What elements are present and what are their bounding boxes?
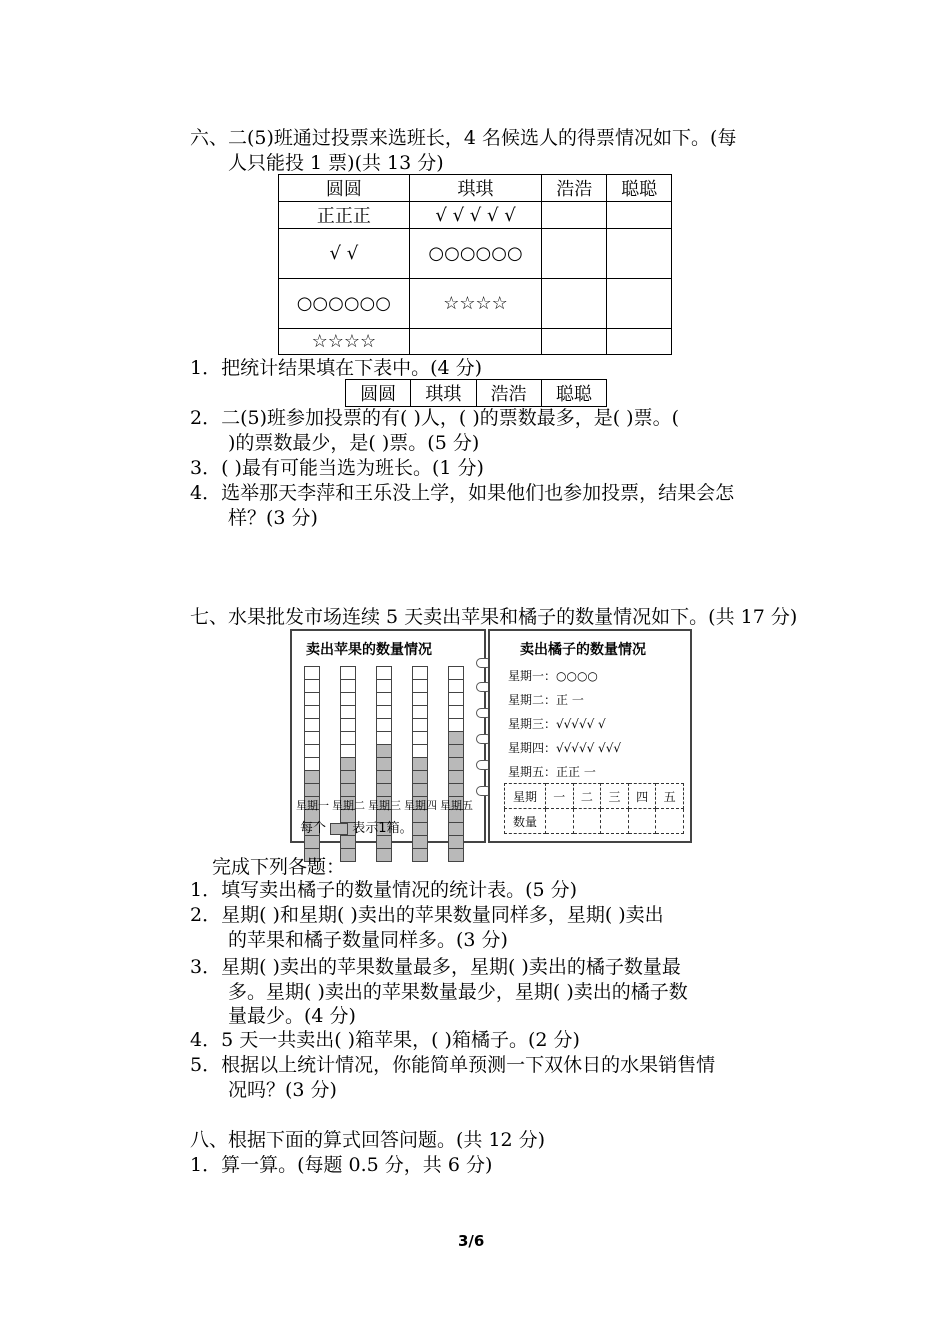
day-label: 星期二 bbox=[332, 799, 365, 812]
apple-box-filled bbox=[376, 835, 392, 849]
section6-title-cont: 人只能投 1 票)(共 13 分) bbox=[228, 152, 444, 174]
stat-header: 星期 bbox=[505, 784, 546, 809]
apple-box-filled bbox=[340, 757, 356, 771]
stat-header: 五 bbox=[656, 784, 684, 809]
vote-cell: √ √ bbox=[279, 229, 410, 279]
apple-box-empty bbox=[304, 692, 320, 706]
apple-box-filled bbox=[448, 731, 464, 745]
stat-blank-cell[interactable] bbox=[573, 809, 601, 834]
apple-box-empty bbox=[304, 718, 320, 732]
apple-box-empty bbox=[340, 705, 356, 719]
apple-box-filled bbox=[448, 744, 464, 758]
vote-cell bbox=[542, 229, 607, 279]
apple-panel bbox=[290, 629, 486, 843]
apple-box-filled bbox=[304, 783, 320, 797]
orange-line: 星期五：正正 ⼀ bbox=[508, 765, 596, 779]
apple-column bbox=[412, 667, 428, 862]
apple-box-empty bbox=[340, 666, 356, 680]
stat-header: 一 bbox=[546, 784, 574, 809]
apple-box-empty bbox=[412, 705, 428, 719]
result-header: 浩浩 bbox=[476, 380, 541, 407]
apple-box-filled bbox=[340, 835, 356, 849]
apple-box-filled bbox=[340, 770, 356, 784]
day-label: 星期四 bbox=[404, 799, 437, 812]
vote-cell: 正正正 bbox=[279, 202, 410, 229]
apple-panel-title: 卖出苹果的数量情况 bbox=[306, 642, 432, 658]
vote-header: 聪聪 bbox=[607, 175, 672, 202]
apple-box-filled bbox=[412, 822, 428, 836]
legend-prefix: 每个 bbox=[300, 821, 327, 836]
page-number: 3/6 bbox=[458, 1232, 485, 1250]
day-label: 星期五 bbox=[440, 799, 473, 812]
stat-header: 四 bbox=[628, 784, 656, 809]
apple-box-empty bbox=[376, 705, 392, 719]
apple-box-empty bbox=[304, 744, 320, 758]
orange-line: 星期三：√√√√√ √ bbox=[508, 717, 606, 731]
apple-box-empty bbox=[412, 718, 428, 732]
section6-q2: 2．二(5)班参加投票的有( )人，( )的票数最多，是( )票。( bbox=[190, 407, 680, 429]
apple-box-filled bbox=[340, 783, 356, 797]
stat-blank-cell[interactable] bbox=[628, 809, 656, 834]
section7-intro: 完成下列各题： bbox=[212, 856, 346, 878]
apple-box-empty bbox=[304, 666, 320, 680]
stat-header: 二 bbox=[573, 784, 601, 809]
legend-suffix: 表示1箱。 bbox=[352, 821, 413, 836]
apple-box-filled bbox=[448, 770, 464, 784]
vote-table bbox=[278, 174, 672, 355]
apple-box-filled bbox=[376, 757, 392, 771]
apple-box-empty bbox=[412, 666, 428, 680]
vote-cell bbox=[607, 229, 672, 279]
stat-blank-cell[interactable] bbox=[601, 809, 629, 834]
apple-box-empty bbox=[412, 731, 428, 745]
apple-box-empty bbox=[340, 731, 356, 745]
section8-title: 八、根据下面的算式回答问题。(共 12 分) bbox=[190, 1129, 546, 1151]
apple-box-empty bbox=[412, 744, 428, 758]
section7-q2: 2．星期( )和星期( )卖出的苹果数量同样多，星期( )卖出 bbox=[190, 904, 664, 926]
apple-box-filled bbox=[376, 744, 392, 758]
apple-box-filled bbox=[376, 848, 392, 862]
apple-box-filled bbox=[412, 848, 428, 862]
section7-q3-cont1: 多。星期( )卖出的苹果数量最少，星期( )卖出的橘子数 bbox=[228, 981, 688, 1003]
section6-q1: 1．把统计结果填在下表中。(4 分) bbox=[190, 357, 483, 379]
apple-box-empty bbox=[412, 679, 428, 693]
apple-box-filled bbox=[448, 783, 464, 797]
stat-row-label: 数量 bbox=[505, 809, 546, 834]
day-label: 星期一 bbox=[296, 799, 329, 812]
apple-box-empty bbox=[304, 731, 320, 745]
vote-header: 浩浩 bbox=[542, 175, 607, 202]
apple-box-filled bbox=[376, 783, 392, 797]
vote-cell: √ √ √ √ √ bbox=[409, 202, 542, 229]
stat-blank-cell[interactable] bbox=[546, 809, 574, 834]
section6-q2-cont: )的票数最少，是( )票。(5 分) bbox=[228, 432, 480, 454]
section7-q5-cont: 况吗？(3 分) bbox=[228, 1079, 337, 1101]
section7-q4: 4．5 天一共卖出( )箱苹果，( )箱橘子。(2 分) bbox=[190, 1029, 580, 1051]
vote-cell bbox=[542, 202, 607, 229]
apple-box-empty bbox=[376, 666, 392, 680]
apple-box-empty bbox=[376, 718, 392, 732]
stat-blank-cell[interactable] bbox=[656, 809, 684, 834]
apple-box-empty bbox=[340, 718, 356, 732]
apple-box-empty bbox=[340, 744, 356, 758]
result-table bbox=[345, 379, 607, 407]
apple-box-filled bbox=[448, 757, 464, 771]
apple-box-empty bbox=[376, 692, 392, 706]
section7-q2-cont: 的苹果和橘子数量同样多。(3 分) bbox=[228, 929, 508, 951]
orange-panel bbox=[488, 629, 692, 843]
vote-header: 圆圆 bbox=[279, 175, 410, 202]
apple-box-filled bbox=[448, 848, 464, 862]
section6-q4-cont: 样？(3 分) bbox=[228, 507, 318, 529]
apple-box-empty bbox=[448, 666, 464, 680]
apple-column bbox=[448, 667, 464, 862]
apple-box-filled bbox=[304, 770, 320, 784]
legend-box-icon bbox=[330, 823, 348, 835]
vote-cell bbox=[607, 279, 672, 329]
apple-box-empty bbox=[304, 679, 320, 693]
vote-cell bbox=[409, 329, 542, 355]
section6-q3: 3．( )最有可能当选为班长。(1 分) bbox=[190, 457, 484, 479]
orange-line: 星期一：○○○○ bbox=[508, 669, 598, 683]
orange-line: 星期二：正 ⼀ bbox=[508, 693, 584, 707]
section6-title: 六、二(5)班通过投票来选班长，4 名候选人的得票情况如下。(每 bbox=[190, 127, 737, 149]
section7-q5: 5．根据以上统计情况，你能简单预测一下双休日的水果销售情 bbox=[190, 1054, 716, 1076]
apple-box-filled bbox=[412, 770, 428, 784]
vote-header: 琪琪 bbox=[409, 175, 542, 202]
vote-cell bbox=[542, 279, 607, 329]
stat-header: 三 bbox=[601, 784, 629, 809]
apple-box-filled bbox=[448, 822, 464, 836]
apple-box-empty bbox=[376, 731, 392, 745]
vote-cell bbox=[607, 202, 672, 229]
apple-box-empty bbox=[448, 705, 464, 719]
vote-cell bbox=[607, 329, 672, 355]
apple-box-empty bbox=[448, 718, 464, 732]
apple-box-empty bbox=[304, 705, 320, 719]
apple-box-filled bbox=[448, 835, 464, 849]
section8-q1: 1．算一算。(每题 0.5 分，共 6 分) bbox=[190, 1154, 493, 1176]
apple-box-filled bbox=[412, 835, 428, 849]
apple-box-filled bbox=[304, 835, 320, 849]
section7-q3-cont2: 量最少。(4 分) bbox=[228, 1005, 356, 1027]
vote-cell: ☆☆☆☆ bbox=[409, 279, 542, 329]
orange-stat-table bbox=[504, 783, 684, 834]
section7-q1: 1．填写卖出橘子的数量情况的统计表。(5 分) bbox=[190, 879, 578, 901]
apple-box-filled bbox=[412, 757, 428, 771]
apple-box-filled bbox=[412, 783, 428, 797]
apple-box-empty bbox=[340, 679, 356, 693]
apple-box-empty bbox=[340, 692, 356, 706]
section6-q4: 4．选举那天李萍和王乐没上学，如果他们也参加投票，结果会怎 bbox=[190, 482, 735, 504]
result-header: 圆圆 bbox=[346, 380, 411, 407]
section7-title: 七、水果批发市场连续 5 天卖出苹果和橘子的数量情况如下。(共 17 分) bbox=[190, 606, 798, 628]
apple-box-empty bbox=[376, 679, 392, 693]
result-header: 琪琪 bbox=[411, 380, 476, 407]
vote-cell: ○○○○○○ bbox=[409, 229, 542, 279]
apple-box-empty bbox=[412, 692, 428, 706]
vote-cell bbox=[542, 329, 607, 355]
day-label: 星期三 bbox=[368, 799, 401, 812]
result-header: 聪聪 bbox=[541, 380, 606, 407]
vote-cell: ☆☆☆☆ bbox=[279, 329, 410, 355]
section7-q3: 3．星期( )卖出的苹果数量最多，星期( )卖出的橘子数量最 bbox=[190, 956, 681, 978]
vote-cell: ○○○○○○ bbox=[279, 279, 410, 329]
apple-box-empty bbox=[448, 692, 464, 706]
apple-box-filled bbox=[376, 770, 392, 784]
apple-box-empty bbox=[448, 679, 464, 693]
apple-legend bbox=[300, 817, 413, 836]
orange-line: 星期四：√√√√√ √√√ bbox=[508, 741, 621, 755]
orange-panel-title: 卖出橘子的数量情况 bbox=[520, 642, 646, 658]
apple-box-empty bbox=[304, 757, 320, 771]
